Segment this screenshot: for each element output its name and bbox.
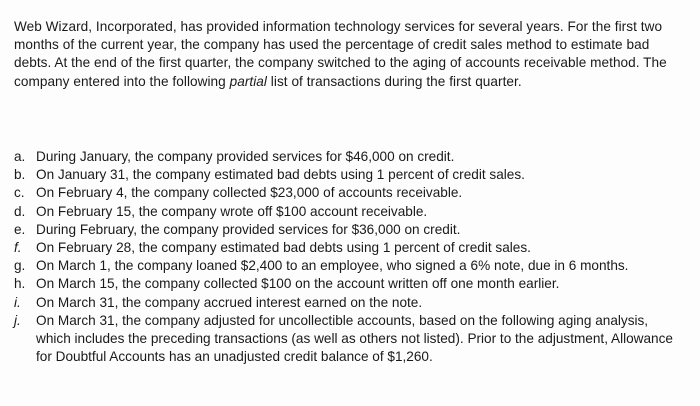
list-item-letter: d. [14, 203, 26, 219]
list-item-letter: e. [14, 221, 26, 237]
list-item [14, 221, 686, 239]
list-item-text: During January, the company provided services for $46,000 on credit. [36, 149, 455, 164]
list-item-letter: g. [14, 258, 26, 274]
list-item-text: On February 15, the company wrote off $100 account receivable. [36, 203, 428, 219]
list-item-letter: h. [14, 276, 26, 292]
list-item-letter: i. [14, 294, 21, 310]
list-item [14, 239, 686, 257]
list-item-letter: j. [14, 312, 21, 328]
intro-emphasis: partial [229, 73, 267, 89]
list-item [14, 148, 686, 166]
list-item [14, 294, 686, 312]
list-item-text: On March 31, the company accrued interest earned on the note. [36, 294, 423, 310]
list-item [14, 166, 686, 184]
list-item [14, 184, 686, 202]
list-item-letter: a. [14, 149, 26, 164]
list-item-text: On January 31, the company estimated bad debts using 1 percent of credit sales. [36, 167, 525, 183]
list-item-text: During February, the company provided services for $36,000 on credit. [36, 221, 461, 237]
list-item [14, 312, 686, 367]
list-item-text: On February 28, the company estimated bad debts using 1 percent of credit sales. [36, 240, 531, 256]
list-item-letter: f. [14, 240, 22, 256]
intro-text-part1: Web Wizard, Incorporated, has provided information technology services for several years. For the first two months of the current year, the company has used the percentage of credit sales method to estimate bad debts. At the end of the first quarter, the company switched to the aging of accounts receivable method. The company entered into the following [14, 19, 667, 89]
list-item-text: On February 4, the company collected $23,000 of accounts receivable. [36, 185, 463, 201]
list-item [14, 275, 686, 293]
list-item-letter: b. [14, 167, 26, 183]
list-item-letter: c. [14, 185, 25, 201]
transaction-list [14, 148, 686, 366]
list-item [14, 203, 686, 221]
list-item [14, 257, 686, 275]
intro-text-part2: list of transactions during the first quarter. [266, 73, 522, 89]
list-item-text: On March 15, the company collected $100 on the account written off one month earlier. [36, 276, 560, 292]
list-item-text: On March 31, the company adjusted for uncollectible accounts, based on the following aging analysis, which includes the preceding transactions (as well as others not listed). Prior to the adjustment, Allowance for Doubtful Accounts has an unadjusted credit balance of $1,260. [36, 312, 673, 365]
list-item-text: On March 1, the company loaned $2,400 to an employee, who signed a 6% note, due in 6 months. [36, 258, 629, 274]
intro-paragraph [14, 18, 686, 91]
